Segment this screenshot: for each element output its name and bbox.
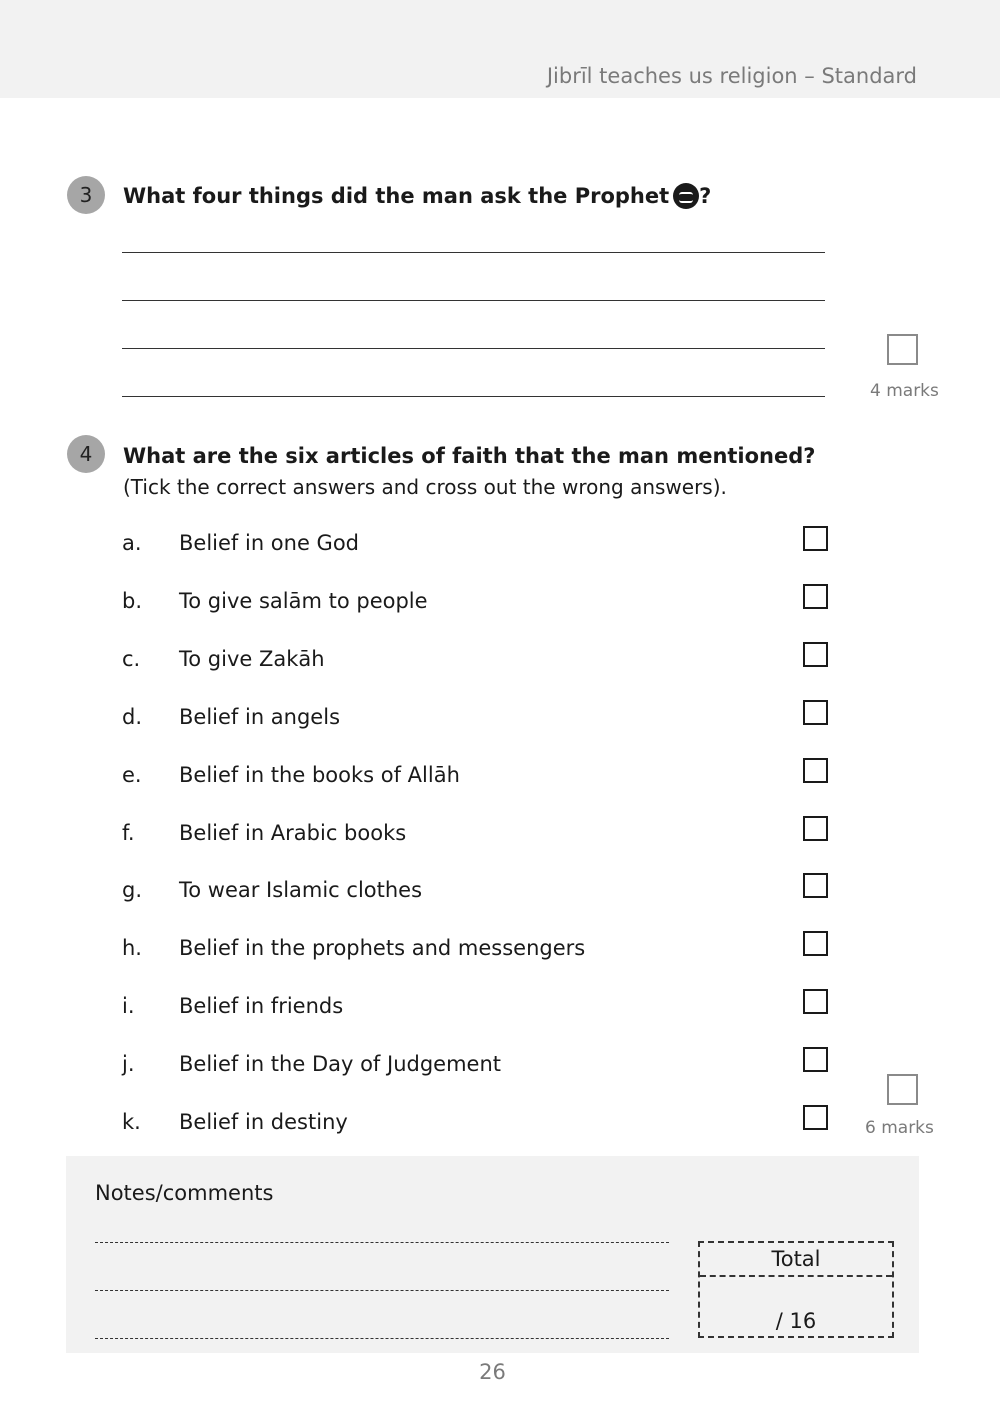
pbuh-salutation-icon [673, 183, 699, 209]
answer-item [122, 821, 722, 851]
notes-line-3[interactable] [95, 1338, 669, 1339]
answer-item [122, 763, 722, 793]
question-4-number-badge: 4 [67, 435, 105, 473]
answer-checkbox[interactable] [803, 758, 828, 783]
answer-item-letter: k. [122, 1110, 141, 1134]
answer-item [122, 705, 722, 735]
question-3-number-badge: 3 [67, 176, 105, 214]
question-4-instruction: (Tick the correct answers and cross out the wrong answers). [123, 475, 727, 499]
question-3-marks-box[interactable] [887, 334, 918, 365]
answer-item-text: Belief in the books of Allāh [179, 763, 460, 787]
total-label: Total [771, 1247, 821, 1271]
answer-item-letter: i. [122, 994, 135, 1018]
answer-item-text: Belief in angels [179, 705, 341, 729]
answer-item [122, 531, 722, 561]
answer-item-letter: a. [122, 531, 142, 555]
answer-item-text: To give salām to people [179, 589, 428, 613]
answer-checkbox[interactable] [803, 1047, 828, 1072]
answer-item-letter: j. [122, 1052, 135, 1076]
question-3-text [123, 183, 711, 209]
answer-item [122, 647, 722, 677]
answer-item [122, 589, 722, 619]
answer-checkbox[interactable] [803, 642, 828, 667]
answer-item-letter: g. [122, 878, 143, 902]
answer-checkbox[interactable] [803, 700, 828, 725]
notes-title: Notes/comments [95, 1181, 274, 1205]
answer-item-letter: e. [122, 763, 142, 787]
answer-checkbox[interactable] [803, 816, 828, 841]
answer-item-text: Belief in one God [179, 531, 360, 555]
answer-item-text: To wear Islamic clothes [179, 878, 423, 902]
notes-line-2[interactable] [95, 1290, 669, 1291]
answer-item-letter: b. [122, 589, 143, 613]
question-3-mark: ? [699, 184, 712, 208]
question-4-marks-label: 6 marks [865, 1118, 934, 1138]
answer-line-4[interactable] [122, 396, 825, 397]
answer-item-letter: f. [122, 821, 135, 845]
answer-item-text: Belief in destiny [179, 1110, 348, 1134]
answer-line-3[interactable] [122, 348, 825, 349]
answer-item [122, 878, 722, 908]
total-score-box[interactable] [698, 1241, 894, 1338]
total-score: / 16 [775, 1309, 817, 1333]
answer-item-letter: d. [122, 705, 143, 729]
page-number: 26 [479, 1360, 506, 1384]
answer-checkbox[interactable] [803, 931, 828, 956]
question-4-text: What are the six articles of faith that the man mentioned? [123, 444, 816, 468]
running-header-title: Jibrīl teaches us religion – Standard [546, 64, 917, 88]
answer-item-letter: c. [122, 647, 141, 671]
notes-line-1[interactable] [95, 1242, 669, 1243]
answer-item-text: To give Zakāh [179, 647, 325, 671]
question-4-marks-box[interactable] [887, 1074, 918, 1105]
answer-item-text: Belief in friends [179, 994, 344, 1018]
answer-item [122, 936, 722, 966]
answer-item-text: Belief in the Day of Judgement [179, 1052, 502, 1076]
answer-checkbox[interactable] [803, 526, 828, 551]
answer-checkbox[interactable] [803, 1105, 828, 1130]
total-divider [700, 1275, 892, 1277]
answer-item [122, 1110, 722, 1140]
answer-item [122, 994, 722, 1024]
answer-checkbox[interactable] [803, 584, 828, 609]
answer-item [122, 1052, 722, 1082]
question-3-marks-label: 4 marks [870, 381, 939, 401]
answer-item-text: Belief in Arabic books [179, 821, 407, 845]
answer-checkbox[interactable] [803, 873, 828, 898]
question-3-label: What four things did the man ask the Prophet [123, 184, 670, 208]
answer-line-1[interactable] [122, 252, 825, 253]
answer-item-letter: h. [122, 936, 142, 960]
notes-panel [66, 1156, 919, 1353]
answer-item-text: Belief in the prophets and messengers [179, 936, 586, 960]
answer-line-2[interactable] [122, 300, 825, 301]
answer-checkbox[interactable] [803, 989, 828, 1014]
